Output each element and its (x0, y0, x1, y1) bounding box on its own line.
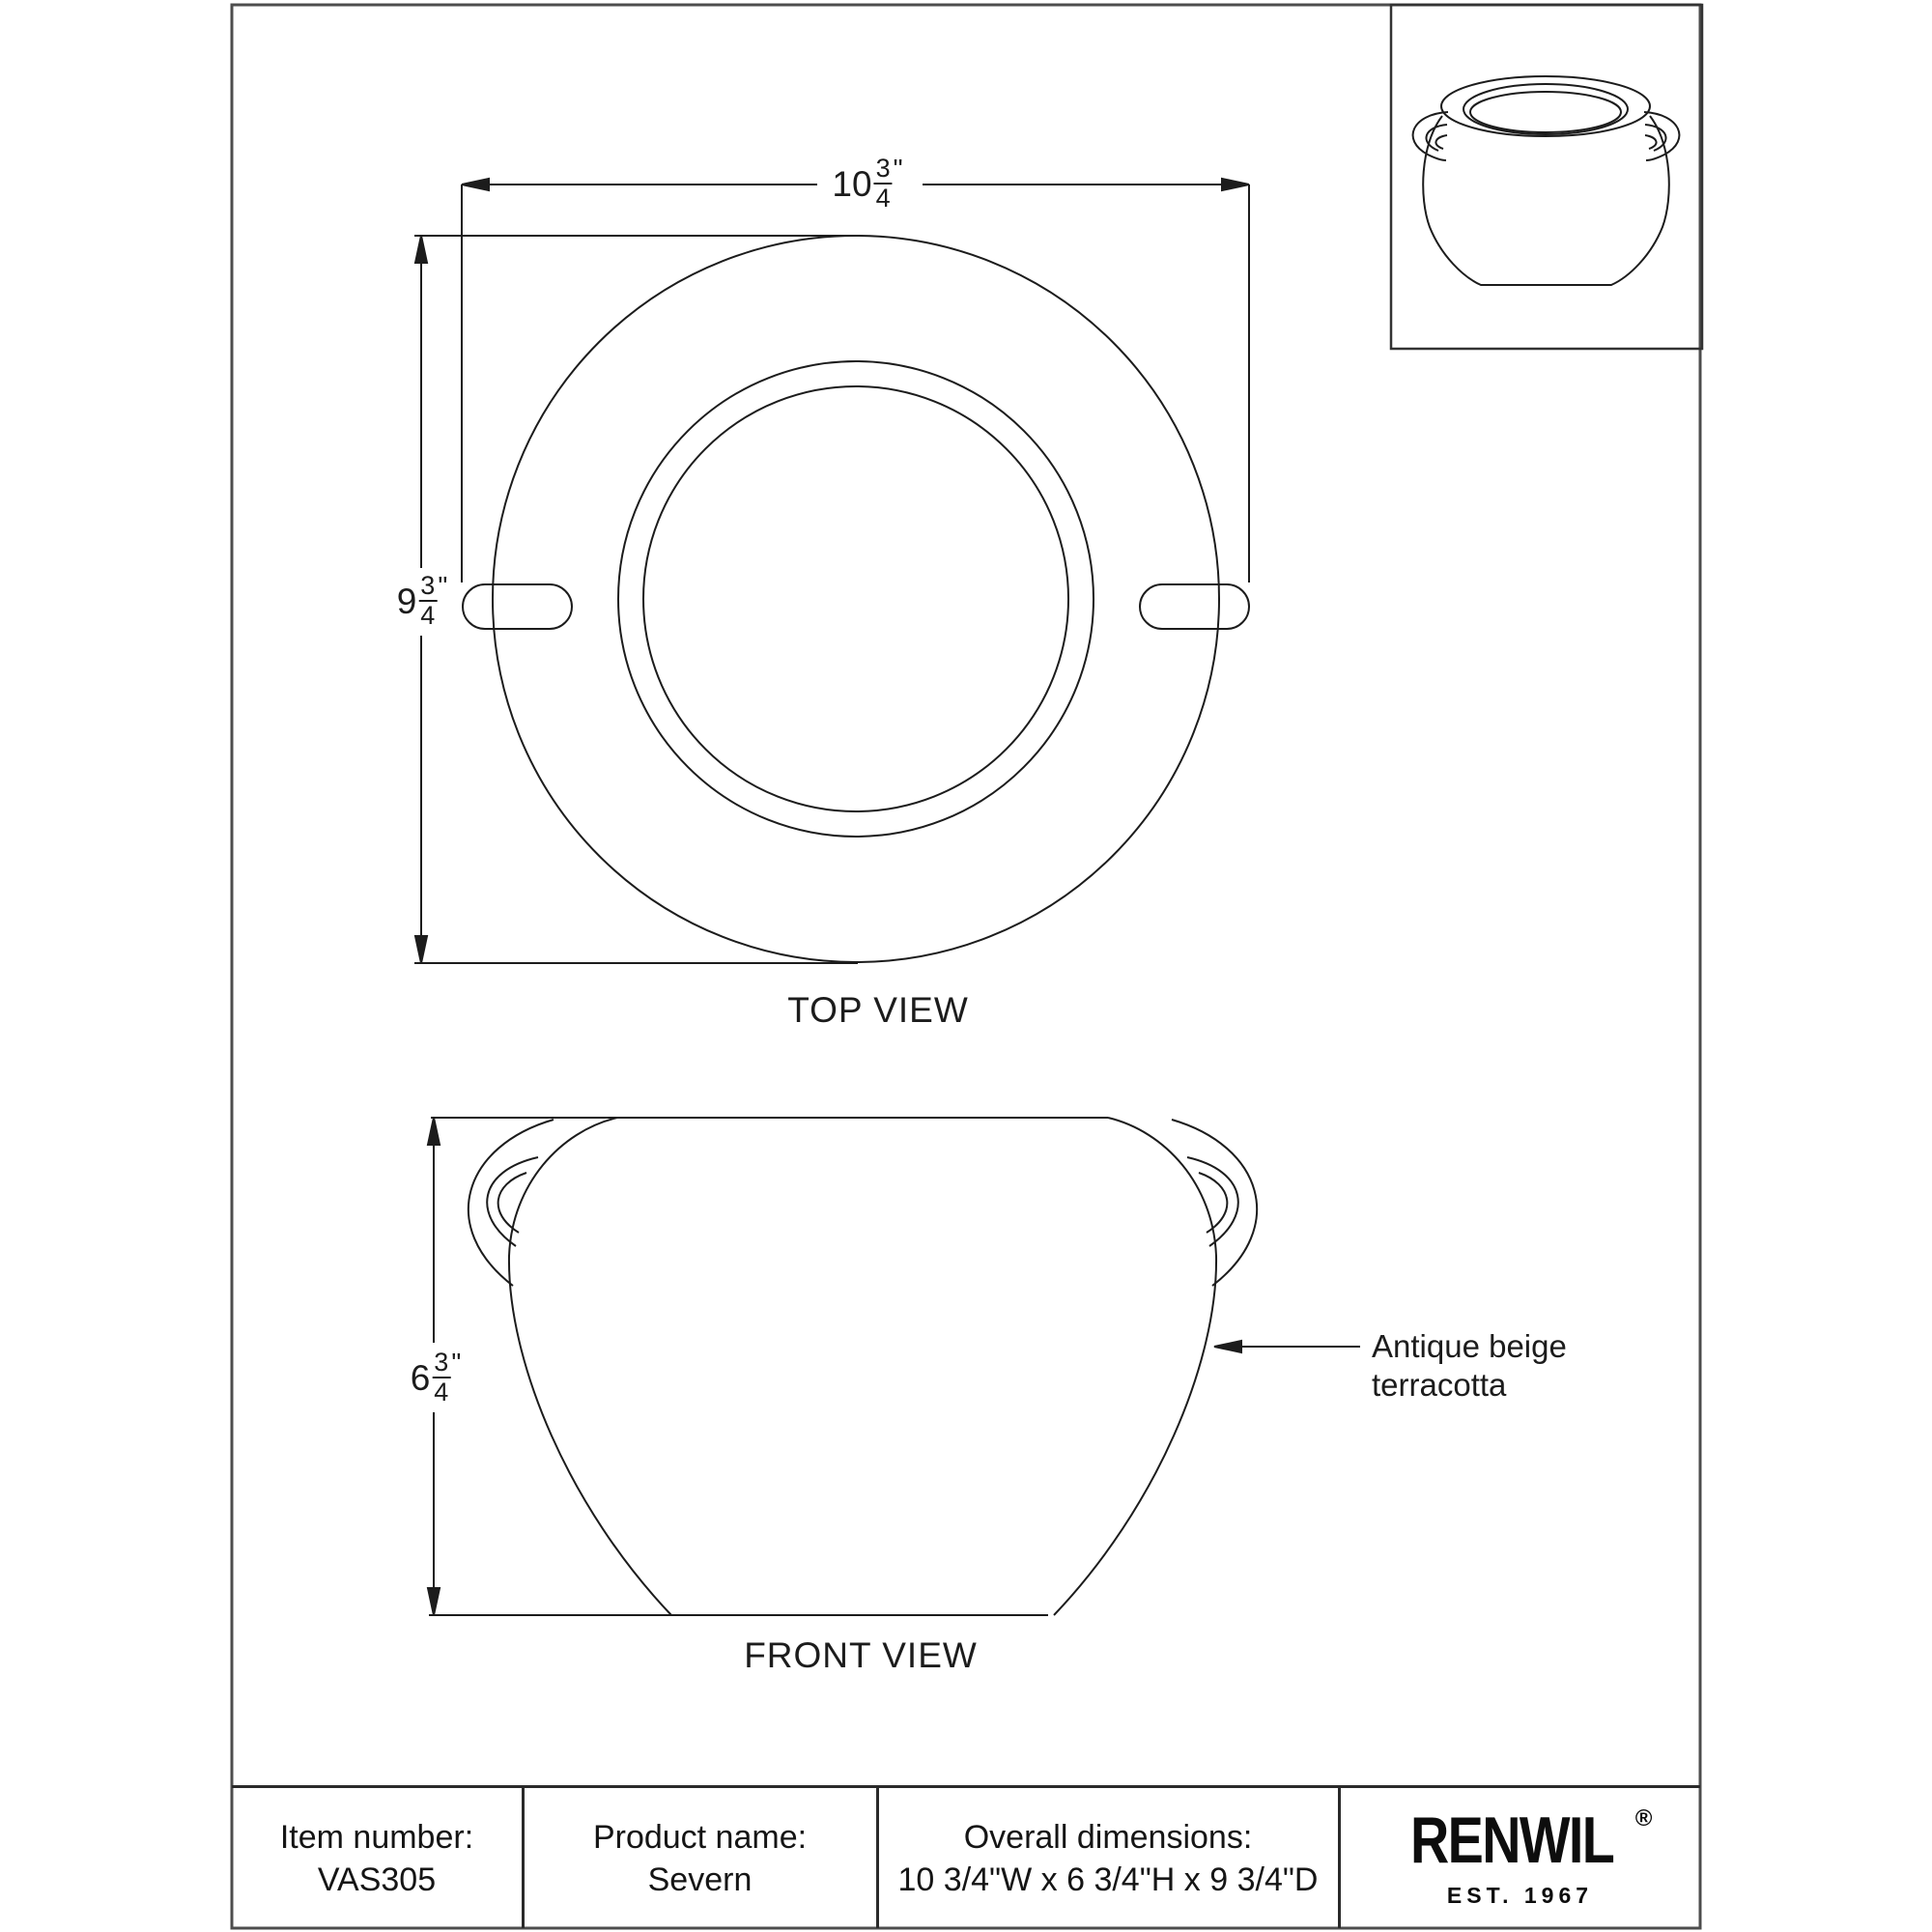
perspective-opening (1470, 92, 1621, 132)
brand-logo (1388, 1804, 1653, 1877)
front-view-body-right-edge (1054, 1118, 1216, 1615)
dim-whole: 6 (410, 1357, 431, 1398)
front-view-left-handle (469, 1120, 554, 1286)
dim-fraction: $\frac{3}{4}$ (420, 571, 436, 630)
dim-whole: 10 (832, 163, 872, 204)
spec-footer-table (232, 1785, 1700, 1928)
top-view-drawing (414, 179, 1249, 963)
material-note (1372, 1327, 1567, 1405)
dim-fraction: $\frac{3}{4}$ (875, 154, 891, 213)
front-view-drawing (428, 1118, 1360, 1615)
top-view-opening-circle (643, 386, 1068, 811)
brand-name: RENWIL (1409, 1804, 1613, 1877)
product-name-label: Product name: (592, 1818, 808, 1856)
product-name-value: Severn (647, 1861, 753, 1898)
top-view-width-dimension (462, 179, 1249, 582)
item-number-cell (232, 1788, 524, 1928)
top-view-depth-dimension (414, 236, 858, 963)
dim-unit: " (893, 154, 903, 184)
perspective-body (1423, 116, 1669, 285)
material-note-line2: terracotta (1372, 1367, 1507, 1403)
dim-unit: " (451, 1348, 462, 1378)
top-view-left-handle (463, 584, 572, 629)
top-view-caption: TOP VIEW (787, 990, 969, 1030)
front-view-caption: FRONT VIEW (744, 1635, 978, 1675)
front-view-body-left-edge (509, 1118, 671, 1615)
product-name-cell (524, 1788, 878, 1928)
material-note-line1: Antique beige (1372, 1328, 1567, 1364)
top-view-inner-rim-circle (618, 361, 1094, 837)
dim-unit: " (438, 571, 448, 601)
registered-trademark-mark: ® (1634, 1805, 1653, 1832)
dim-fraction: $\frac{3}{4}$ (434, 1348, 449, 1406)
brand-tagline: EST. 1967 (1446, 1883, 1594, 1908)
top-view-width-dim-label (828, 154, 906, 213)
overall-dimensions-label: Overall dimensions: (963, 1818, 1253, 1856)
top-view-right-handle (1140, 584, 1249, 629)
material-leader-arrow (1214, 1341, 1360, 1352)
brand-cell (1340, 1788, 1700, 1928)
item-number-label: Item number: (279, 1818, 474, 1856)
overall-dimensions-value: 10 3/4"W x 6 3/4"H x 9 3/4"D (897, 1861, 1319, 1898)
top-view-depth-dim-label (393, 571, 452, 631)
dim-whole: 9 (396, 581, 417, 621)
top-view-outer-rim-circle (493, 236, 1219, 962)
front-view-height-dim-label (407, 1348, 466, 1407)
perspective-view-drawing (1413, 76, 1680, 285)
item-number-value: VAS305 (317, 1861, 437, 1898)
thumbnail-box (1391, 5, 1702, 349)
front-view-right-handle (1172, 1120, 1257, 1286)
overall-dimensions-cell (878, 1788, 1340, 1928)
